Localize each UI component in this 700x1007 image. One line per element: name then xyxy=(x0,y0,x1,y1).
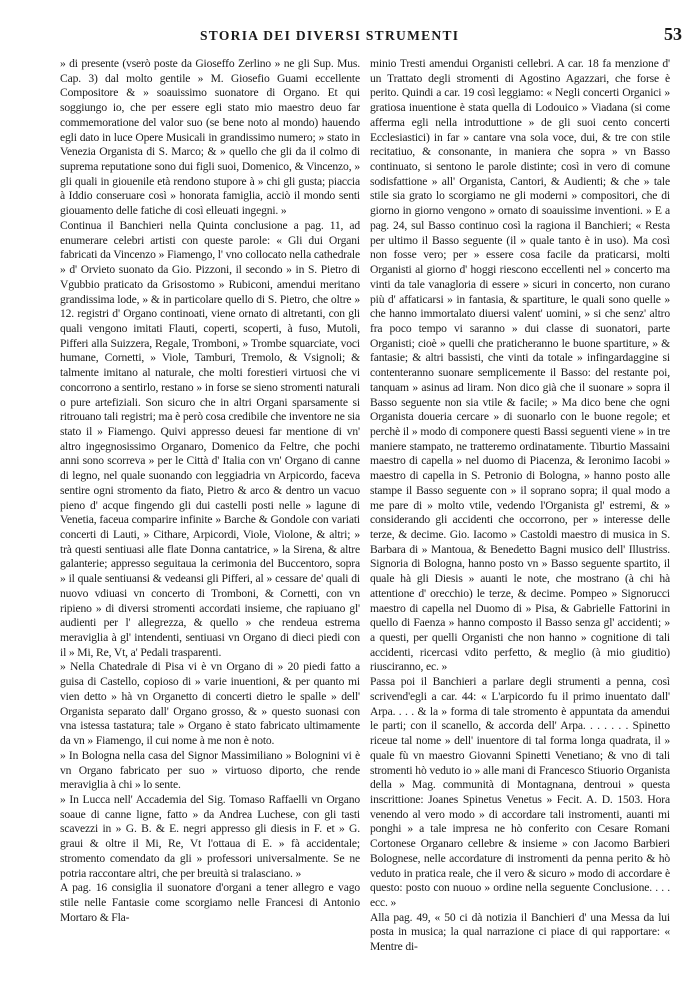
page-number: 53 xyxy=(664,24,682,44)
paragraph: Alla pag. 49, « 50 ci dà notizia il Banchieri d' una Messa da lui posta in musica; la qual narrazione ci piace di qui rapportare: « Mentre di- xyxy=(370,910,670,954)
page-header xyxy=(0,0,700,56)
paragraph: Passa poi il Banchieri a parlare degli strumenti a penna, così scrivend'egli a car. 44: « L'arpicordo fu il primo inuentato dall' Arpa. . . . & la » forma di tale stromento è appuntata da amendui le parti; con il scanello, & accorda dell' Arpa. . . . . . . Spinetto riceue tal nome » dell' inuentore di tal forma longa quadrata, il » quale fù vn maestro Giovanni Spinetti Venetiano; & vno di tali stromenti hò veduto io » alle mani di Francesco Stiuorio Organista della » Mag. communità di Montagnana, dentroui » questa inscrittione: Joanes Spinetus Venetus » Fecit. A. D. 1503. Hora venendo al vero modo » di accordare tali instromenti, auanti mi ponghi » a tale impresa ne hò conferito con Cesare Romani Cortonese Organaro cellebre & insieme » con Jacomo Barbieri Bolognese, nelle accordature di instromenti da penna perito & hò veduto in pratica reale, che il vero & sicuro » modo di accordare è questo: posto con nuouo » ordine nella seguente Conclusione. . . . ecc. » xyxy=(370,675,670,909)
right-text-column xyxy=(370,57,670,1002)
left-text-column xyxy=(60,57,360,1002)
paragraph: minio Tresti amendui Organisti cellebri. A car. 18 fa menzione d' un Trattato degli stromenti di Agostino Agazzari, che forse è perito. Quindi a car. 19 così leggiamo: « Negli concerti Organici » gratiosa inuentione è stata quella di Lodouico » Viadana (si come afferma egli nella introduttione » de gli suoi cento concerti Ecclesiastici) in far » cantare vna sola voce, dui, & tre con stile recitatiuo, & consonante, in maniera che sopra » vn Basso continuato, si sentono le parole distinte; così in vero di comune sodisfattione » all' Organista, Cantori, & Audienti; & che » tale stile sia grato lo scorgiamo ne gli moderni » compositori, che di giorno in giorno vengono » ornato di soauissime inventioni. » E a pag. 24, sul Basso continuo così la ragiona il Banchieri; « Resta per ultimo il Basso seguente (il » quale tanto è in uso). Ma così non fosse vero; per » essere cosa facile da praticarsi, molti Organisti al giorno d' hoggi riescono eccellenti nel » concerto ma vinti da tale vanagloria di essere » sicuri in concerto, non curano più d' affaticarsi » in fantasia, & spartiture, le quali sono quelle » che hanno immortalato diuersi valent' uomini, » si che senz' altro fra poco tempo vi saranno » dui classe di suonatori, parte Organisti; cioè » quelli che praticheranno le buone spartiture, » & fantasie; & altri bassisti, che vinti da totale » infingardaggine si contenteranno suonare semplicemente il Basso: del restante poi, tanquam » asinus ad liram. Non dico già che il suonare » sopra il Basso seguente non sia vtile & facile; » Ma dico bene che ogni Organista doueria cercare » di suonarlo con le buone regole; et perchè il » modo di componere questi Bassi seguenti viene » in tre maniere stampato, ne tratteremo ordinatamente. Tiburtio Massaini maestro di capella » nel duomo di Piacenza, & Ieronimo Iacobi » maestro di capella in S. Petronio di Bologna, » hanno posto alle stampe il Basso seguente con » il soprano sopra; il qual modo a me pare di » molto vtile, vedendo l'Organista gl' estremi, & » considerando gli accidenti che occorrono, per » interesse delle terze, & decime. Gio. Iacomo » Castoldi maestro di musica in S. Barbara di » Mantoua, & Benedetto Bagni musico dell' Illustriss. Signoria di Bologna, hanno posto vn » Basso seguente spartito, il quale hà gli Diesis » auanti le note, che mostrano (à chi hà attentione d' orecchio) le terze, & decime. Pompeo » Signorucci maestro di capella nel Duomo di » Pisa, & Gabrielle Fattorini in quello di Faenza » hanno composto il Basso senza gl' accidenti; » a questi, per quelli Organisti che non hanno » cognitione di tali accidenti, ricercasi vdito perfetto, & meglio (à mio giuditio) riusciranno, ec. » xyxy=(370,57,670,674)
paragraph: A pag. 16 consiglia il suonatore d'organi a tener allegro e vago stile nelle Fantasie come scorgiamo nelle Francesi di Antonio Mortaro & Fla- xyxy=(60,881,360,924)
paragraph: Continua il Banchieri nella Quinta conclusione a pag. 11, ad enumerare celebri artisti con queste parole: « Gli dui Organi fabricati da Vincenzo » Fiamengo, l' vno collocato nella cathedrale » d' Orvieto suonato da Gio. Pizzoni, il secondo » in S. Pietro di Vgubbio praticato da Grisostomo » Rubiconi, amendui meritano grandissima lode, » & in particolare quello di S. Pietro, che oltre » 12. registri d' Organo continoati, viene ornato di altretanti, con gli quali vengono imitati Flauti, coperti, scoperti, à fuso, Mutoli, Pifferi alla Suizzera, Regale, Tromboni, » Trombe squarciate, voci humane, Cornetti, » Viole, Tamburi, Tremolo, & Vsignoli; & talmente imitano al naturale, che molti forestieri virtuosi che vi concorrono a sentirlo, restano » in forse se sieno stromenti naturali o pure artefiziali. Son sicuro che in altri Organi sparsamente si ritrouano tali registri; ma è però cosa credibile che inventore ne sia stato il » Fiamengo. Quivi appresso deuesi far mentione di vn' altro ingegnosissimo Organaro, Domenico da Feltre, che pochi anni sono scorreva » per le Città d' Italia con vn' Organo di canne di legno, nel quale suonando con leggiadria vn Arpicordo, faceva sentire ogni stromento da fiato, Pietro & arco & dentro un vacuo pieno d' acque fingendo gli dui castelli posti nelle » lagune di Venetia, faceua comparire infinite » Barche & Gondole con variati concerti di Lauti, » Cithare, Arpicordi, Viole, Violone, & altri; » trà questi sentiuasi alle flate Donna cantatrice, » la Sirena, & altre galanterie; appresso seguitaua la cerimonia del Buccentoro, sopra » il quale sentiuansi & vedeansi gli Pifferi, al » cessare de' quali di nuovo vdiuasi vn concerto di Tromboni, & Cornetti, con vn ripieno » di diversi stromenti accordati insieme, che rapiuano gl' audienti per l' allegrezza, & quello » che rendeua estrema meraviglia à gl' intendenti, sentiuasi vn Organo di dieci piedi con il » Mi, Re, Vt, a' Pedali trasparenti. xyxy=(60,218,360,659)
paragraph: » In Bologna nella casa del Signor Massimiliano » Bolognini vi è vn Organo fabricato per suo » virtuoso diporto, che rende meraviglia à chi » lo sente. xyxy=(60,748,360,792)
paragraph: » In Lucca nell' Accademia del Sig. Tomaso Raffaelli vn Organo soaue di canne ligne, fatto » da Andrea Luchese, con gli tasti scavezzi in » G. B. & E. negri appresso gli diesis in F. et » G. graui & oltre il Mi, Re, Vt l'ottaua di E. » fà accidentale; stromento comendato da gli » professori universalmente. Se ne potria raccontare altri, che per breuità si tralasciano. » xyxy=(60,792,360,880)
paragraph: » di presente (vserò poste da Gioseffo Zerlino » ne gli Sup. Mus. Cap. 3) dal molto gentile » M. Giosefio Guami eccellente Compositore & » soauissimo suonatore di Organo. Et qui soggiungo io, che per essere egli stato mio maestro deuo far commemoratione del valor suo (se bene noto al mondo) hauendo egli dato in luce Opere Musicali in grandissimo numero; » stato in Venezia Organista di S. Marco; & » quello che gli da il colmo di suprema reputatione sono dui figli suoi, Domenico, & Vincenzo, » gli quali in giouenile età rendono stupore à » chi gli gusta; piaccia à Iddio conseruare così » honorata famiglia, acciò il mondo senti giouamento delle fatiche di così elleuati ingegni. » xyxy=(60,57,360,218)
running-title: STORIA DEI DIVERSI STRUMENTI xyxy=(200,28,460,43)
paragraph: » Nella Chatedrale di Pisa vi è vn Organo di » 20 piedi fatto a guisa di Castello, copioso di » varie inuentioni, & per quanto mi vien detto » hà vn Organetto di concerti dietro le spalle » dell' Organista separato dall' Organo grosso, & » questo suonasi con vna istessa tastatura; tale » Organo è stato fabricato ultimamente da vn » Fiamengo, il cui nome à me non è noto. xyxy=(60,660,360,748)
